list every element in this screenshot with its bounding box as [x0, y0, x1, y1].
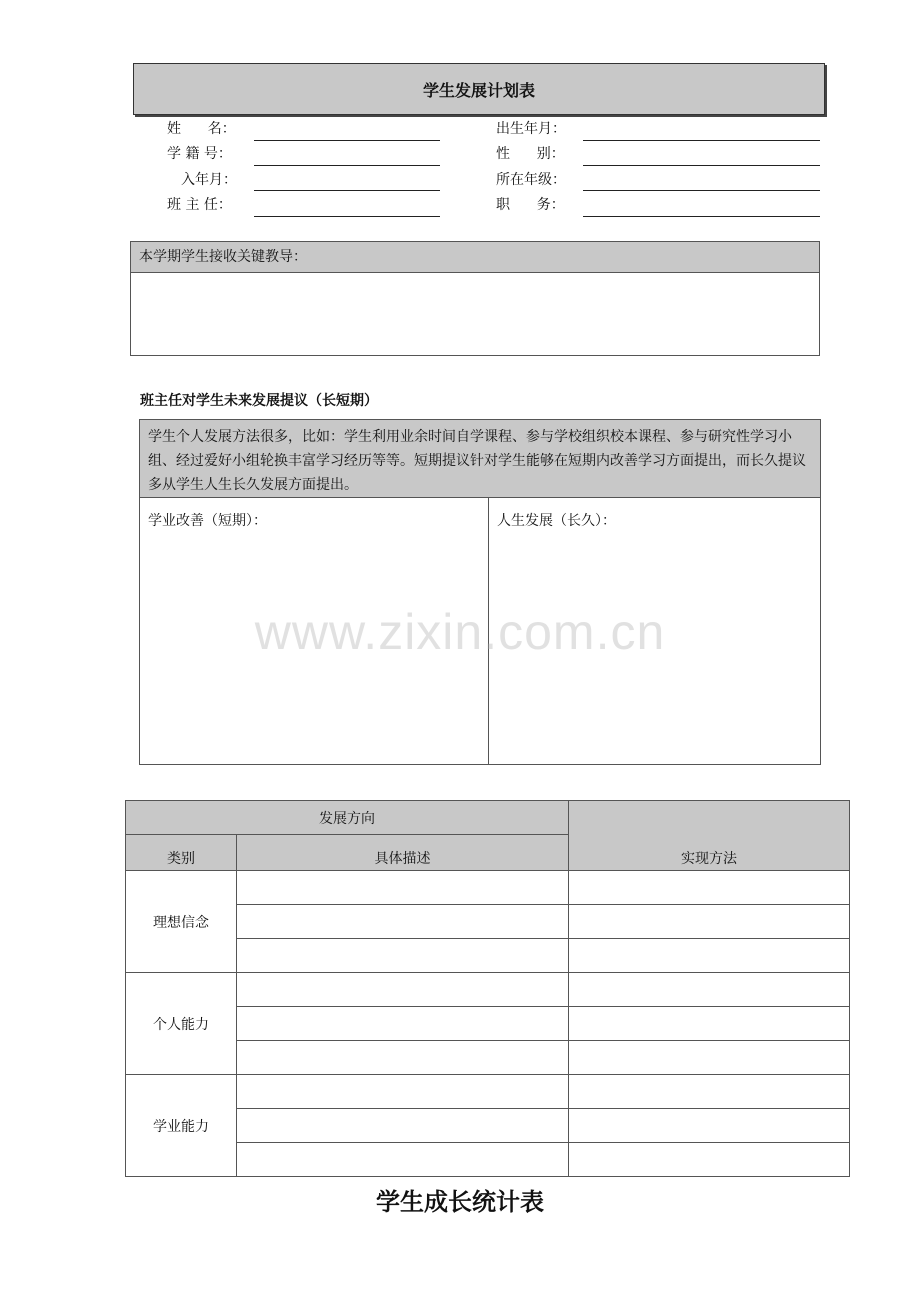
table-row — [126, 871, 850, 905]
grade-input-line[interactable] — [583, 190, 820, 191]
header-method: 实现方法 — [569, 801, 850, 871]
table-row — [126, 1075, 850, 1109]
form-title: 学生发展计划表 — [133, 63, 825, 115]
category-cell: 个人能力 — [126, 973, 237, 1075]
watermark: www.zixin.com.cn — [254, 604, 666, 660]
method-cell[interactable] — [569, 939, 850, 973]
name-label: 姓 名： — [167, 121, 236, 137]
description-cell[interactable] — [237, 1143, 569, 1177]
method-cell[interactable] — [569, 871, 850, 905]
category-cell: 学业能力 — [126, 1075, 237, 1177]
footer-title: 学生成长统计表 — [376, 1188, 544, 1216]
advice-intro: 学生个人发展方法很多，比如：学生利用业余时间自学课程、参与学校组织校本课程、参与研究性学习小组、经过爱好小组轮换丰富学习经历等等。短期提议针对学生能够在短期内改善学习方面提出，而长久提议多从学生人生长久发展方面提出。 — [140, 420, 820, 498]
gender-input-line[interactable] — [583, 165, 820, 166]
header-category: 类别 — [126, 835, 237, 871]
method-cell[interactable] — [569, 1109, 850, 1143]
advice-heading: 班主任对学生未来发展提议（长短期） — [140, 393, 378, 409]
teacher-label: 班 主 任： — [167, 197, 232, 213]
position-label: 职 务： — [496, 197, 565, 213]
birth-label: 出生年月： — [496, 121, 566, 137]
development-table — [125, 800, 850, 1177]
guidance-label: 本学期学生接收关键教导： — [131, 242, 819, 273]
description-cell[interactable] — [237, 1075, 569, 1109]
student-id-input-line[interactable] — [254, 165, 440, 166]
name-input-line[interactable] — [254, 140, 440, 141]
description-cell[interactable] — [237, 871, 569, 905]
description-cell[interactable] — [237, 1041, 569, 1075]
header-group-direction: 发展方向 — [126, 801, 569, 835]
header-description: 具体描述 — [237, 835, 569, 871]
description-cell[interactable] — [237, 939, 569, 973]
enroll-label: 入年月： — [181, 172, 237, 188]
birth-input-line[interactable] — [583, 140, 820, 141]
method-cell[interactable] — [569, 1007, 850, 1041]
gender-label: 性 别： — [496, 146, 565, 162]
category-cell: 理想信念 — [126, 871, 237, 973]
method-cell[interactable] — [569, 905, 850, 939]
grade-label: 所在年级： — [496, 172, 566, 188]
teacher-input-line[interactable] — [254, 216, 440, 217]
enroll-input-line[interactable] — [254, 190, 440, 191]
description-cell[interactable] — [237, 1109, 569, 1143]
table-row — [126, 973, 850, 1007]
method-cell[interactable] — [569, 973, 850, 1007]
description-cell[interactable] — [237, 905, 569, 939]
description-cell[interactable] — [237, 1007, 569, 1041]
method-cell[interactable] — [569, 1075, 850, 1109]
short-term-label: 学业改善（短期）： — [148, 513, 267, 529]
description-cell[interactable] — [237, 973, 569, 1007]
position-input-line[interactable] — [583, 216, 820, 217]
long-term-label: 人生发展（长久）： — [497, 513, 616, 529]
guidance-input-area[interactable] — [131, 273, 819, 357]
student-id-label: 学 籍 号： — [167, 146, 232, 162]
method-cell[interactable] — [569, 1143, 850, 1177]
guidance-box — [130, 241, 820, 356]
advice-box — [139, 419, 821, 765]
method-cell[interactable] — [569, 1041, 850, 1075]
